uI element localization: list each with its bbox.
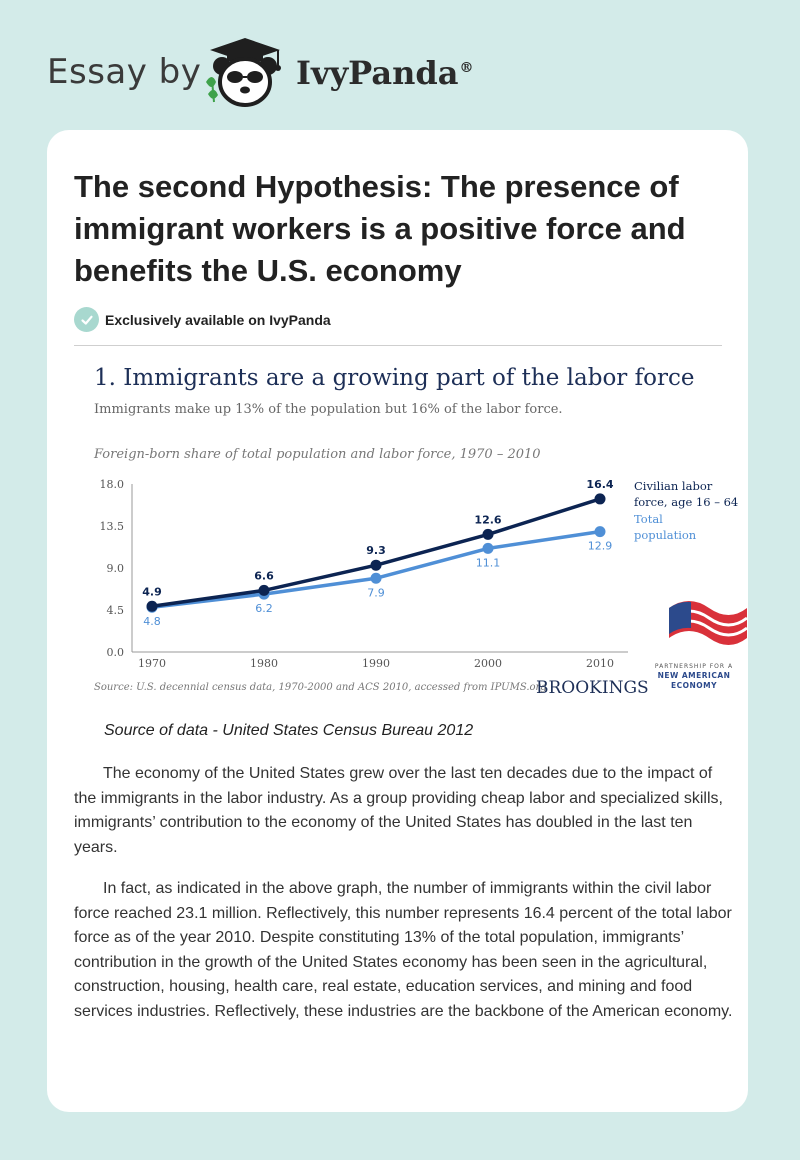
registered-mark: ® [459,60,474,76]
partner-line-1: PARTNERSHIP FOR A [654,663,734,670]
chart-svg [74,350,748,710]
brand-name[interactable] [296,54,473,92]
divider [74,345,722,346]
article-card [47,130,748,1112]
chart-figure [74,350,748,710]
y-tick-label-4: 18.0 [99,478,124,491]
flag-logo-icon [669,601,747,645]
legend-population-line-2: population [634,528,697,542]
point-population-1990 [371,573,382,584]
paragraph-2: In fact, as indicated in the above graph, the number of immigrants within the civil labor force reached 23.1 million. Reflectively, this number represents 16.4 percent of the total labor force as of the year 2010. Despite constituting 13% of the total population, immigrants’ contribution in the growth of the United States economy has been seen in the agricultural, construction, housing, health care, real estate, education services, and mining and food services industries. Reflectively, these industries are the backbone of the American economy. [74,880,733,1020]
x-tick-label-3: 2000 [474,657,502,670]
point-labor-2010 [595,493,606,504]
data-label-labor-1970: 4.9 [142,585,162,599]
legend-population-line-1: Total [634,512,663,526]
legend-labor-line-2: force, age 16 – 64 [634,495,739,509]
partner-line-2: NEW AMERICAN [657,671,731,680]
paragraph-1: The economy of the United States grew over the last ten decades due to the impact of the immigrants in the labor industry. As a group providing cheap labor and specialized skills, immigrants’ contribution to the economy of the United States has doubled in the last ten years. [74,765,723,856]
point-labor-1990 [371,560,382,571]
exclusive-badge [74,307,331,332]
y-tick-label-3: 13.5 [99,520,124,533]
y-tick-label-1: 4.5 [106,604,124,617]
essay-by-label: Essay by [47,52,202,92]
x-tick-label-1: 1980 [250,657,278,670]
data-label-population-1970: 4.8 [143,615,161,629]
chart-source: Source: U.S. decennial census data, 1970-2000 and ACS 2010, accessed from IPUMS.org [94,682,547,693]
data-label-labor-1990: 9.3 [366,544,386,558]
point-population-2000 [483,543,494,554]
x-tick-label-0: 1970 [138,657,166,670]
point-labor-2000 [483,529,494,540]
exclusive-label: Exclusively available on IvyPanda [105,311,331,328]
data-label-population-1980: 6.2 [255,602,273,616]
chart-series-label: Foreign-born share of total population and labor force, 1970 – 2010 [94,447,541,462]
data-label-population-1990: 7.9 [367,586,385,600]
brookings-logo: BROOKINGS [536,678,649,698]
legend-labor-line-1: Civilian labor [634,479,713,493]
chart-caption: Source of data - United States Census Bureau 2012 [104,722,474,739]
panda-logo-icon[interactable] [200,36,290,108]
data-label-population-2010: 12.9 [587,539,613,553]
chart-subtitle: Immigrants make up 13% of the population but 16% of the labor force. [94,402,563,417]
chart-title: 1. Immigrants are a growing part of the labor force [94,365,695,391]
data-label-population-2000: 11.1 [475,556,501,570]
x-tick-label-4: 2010 [586,657,614,670]
point-population-2010 [595,526,606,537]
point-labor-1970 [147,601,158,612]
y-tick-label-2: 9.0 [106,562,124,575]
article-title: The second Hypothesis: The presence of immigrant workers is a positive force and benefits the U.S. economy [74,169,686,288]
data-label-labor-2000: 12.6 [474,513,502,527]
site-header [0,0,800,130]
partner-line-3: ECONOMY [670,681,718,690]
data-label-labor-2010: 16.4 [586,477,614,491]
check-icon [74,307,99,332]
x-tick-label-2: 1990 [362,657,390,670]
brand-text: IvyPanda [296,54,459,92]
point-labor-1980 [259,585,270,596]
y-tick-label-0: 0.0 [106,646,124,659]
article-body [74,762,734,1041]
data-label-labor-1980: 6.6 [254,569,274,583]
